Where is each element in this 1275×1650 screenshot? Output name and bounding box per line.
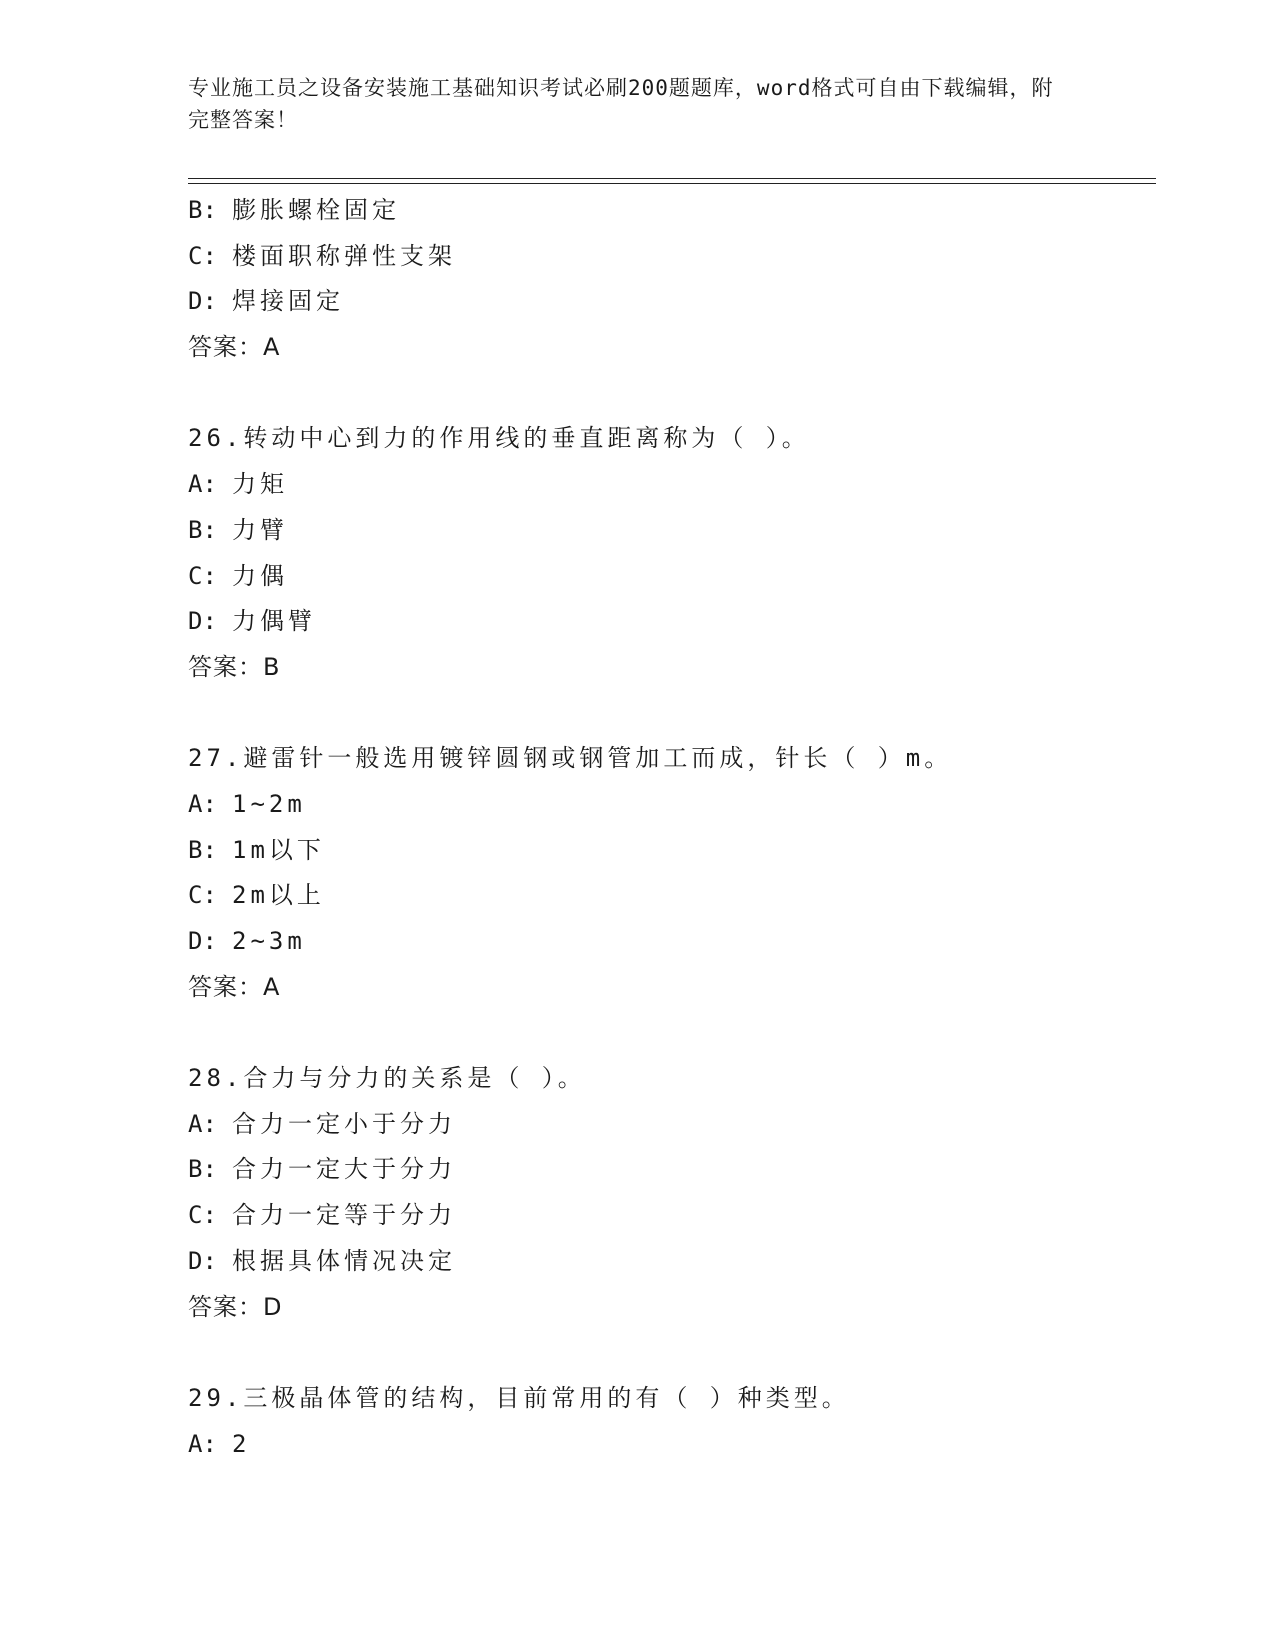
option-label: B: — [188, 835, 217, 864]
option-line — [188, 919, 1156, 965]
option-text: 合力一定小于分力 — [232, 1109, 456, 1138]
question-stem: 29.三极晶体管的结构，目前常用的有（ ）种类型。 — [188, 1383, 850, 1412]
option-label: A: — [188, 1109, 217, 1138]
option-text: 2 — [232, 1429, 251, 1458]
option-label: D: — [188, 1246, 217, 1275]
option-text: 膨胀螺栓固定 — [232, 196, 400, 224]
header-rule-bottom — [188, 183, 1156, 184]
option-label: A: — [188, 470, 217, 499]
spacer — [188, 1010, 1156, 1056]
option-line — [188, 234, 1156, 280]
question-stem: 26.转动中心到力的作用线的垂直距离称为（ ）。 — [188, 424, 810, 453]
option-line — [188, 782, 1156, 828]
option-label: B: — [188, 515, 217, 544]
option-text: 合力一定大于分力 — [232, 1155, 456, 1184]
option-label: C: — [188, 561, 217, 590]
question-list — [188, 188, 1156, 1467]
option-line — [188, 828, 1156, 874]
answer-line: 答案：A — [188, 333, 281, 362]
answer-line: 答案：B — [188, 652, 281, 681]
answer-line: 答案：D — [188, 1292, 283, 1321]
option-label: C: — [188, 1201, 217, 1230]
option-line — [188, 1239, 1156, 1285]
option-line — [188, 1102, 1156, 1148]
answer-line: 答案：A — [188, 972, 281, 1001]
option-line — [188, 873, 1156, 919]
option-text: 力臂 — [232, 515, 288, 544]
spacer — [188, 691, 1156, 737]
option-text: 楼面职称弹性支架 — [232, 241, 456, 270]
option-label: B: — [188, 196, 217, 224]
question-stem: 27.避雷针一般选用镀锌圆钢或钢管加工而成，针长（ ）m。 — [188, 744, 953, 773]
question-stem: 28.合力与分力的关系是（ ）。 — [188, 1064, 586, 1093]
option-text: 2~3m — [232, 927, 306, 955]
option-line — [188, 1193, 1156, 1239]
option-text: 焊接固定 — [232, 287, 344, 316]
option-label: D: — [188, 607, 217, 636]
option-label: B: — [188, 1155, 217, 1184]
option-label: A: — [188, 789, 217, 818]
option-line — [188, 1147, 1156, 1193]
option-text: 力偶臂 — [232, 607, 316, 636]
option-text: 合力一定等于分力 — [232, 1201, 456, 1230]
option-line — [188, 554, 1156, 600]
option-label: D: — [188, 927, 217, 955]
document-header — [188, 72, 1068, 136]
option-line — [188, 188, 1156, 234]
option-text: 1m以下 — [232, 835, 325, 864]
option-text: 1~2m — [232, 789, 306, 818]
option-text: 力矩 — [232, 470, 288, 499]
option-line — [188, 462, 1156, 508]
option-label: A: — [188, 1429, 217, 1458]
option-label: D: — [188, 287, 217, 316]
option-text: 2m以上 — [232, 881, 325, 910]
option-line — [188, 508, 1156, 554]
option-line — [188, 279, 1156, 325]
header-title: 专业施工员之设备安装施工基础知识考试必刷200题题库，word格式可自由下载编辑，附完整答案！ — [188, 76, 1054, 132]
spacer — [188, 1330, 1156, 1376]
option-text: 根据具体情况决定 — [232, 1246, 456, 1275]
option-label: C: — [188, 241, 217, 270]
option-line — [188, 1422, 1156, 1468]
option-text: 力偶 — [232, 561, 288, 590]
spacer — [188, 371, 1156, 417]
header-rule-top — [188, 178, 1156, 179]
option-label: C: — [188, 881, 217, 910]
option-line — [188, 599, 1156, 645]
